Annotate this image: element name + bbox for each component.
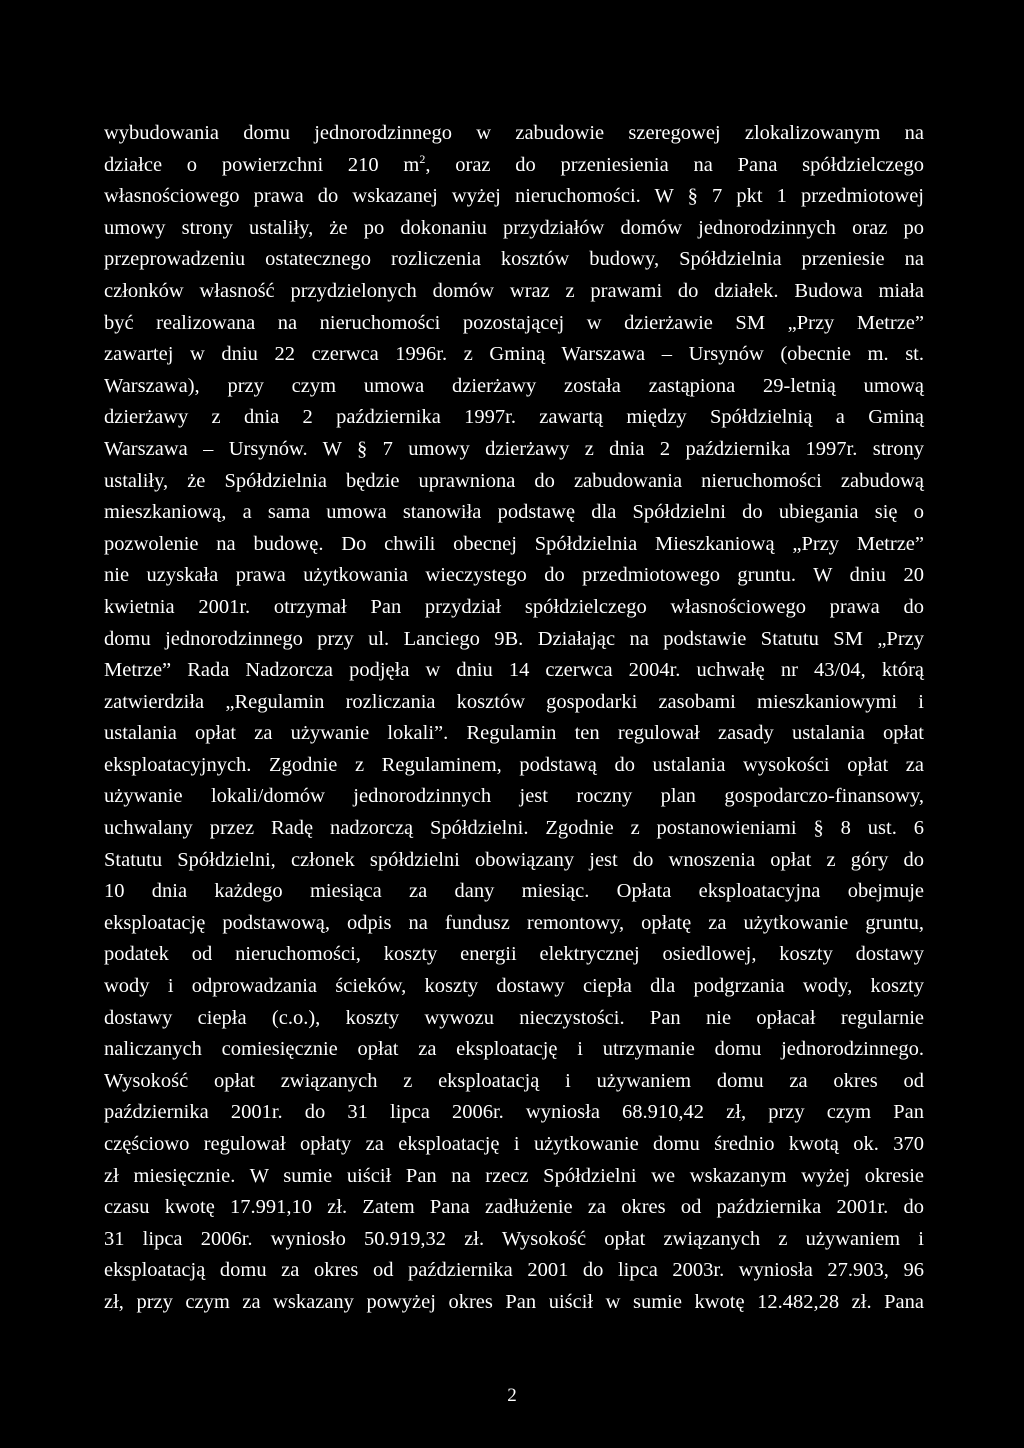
text-line: zł miesięcznie. W sumie uiścił Pan na rzecz Spółdzielni we wskazanym wyżej okresie [104, 1164, 924, 1187]
text-line: wody i odprowadzania ścieków, koszty dostawy ciepła dla podgrzania wody, koszty [104, 975, 924, 998]
text-line: podatek od nieruchomości, koszty energii elektrycznej osiedlowej, koszty dostawy [104, 943, 924, 966]
body-text [104, 118, 924, 1319]
text-line-end: , oraz do przeniesienia na Pana spółdzielczego [425, 153, 924, 176]
text-line: częściowo regulował opłaty za eksploatację i użytkowanie domu średnio kwotą ok. 370 [104, 1133, 924, 1155]
text-line: wybudowania domu jednorodzinnego w zabudowie szeregowej zlokalizowanym na [104, 122, 924, 144]
text-line: ustaliły, że Spółdzielnia będzie uprawniona do zabudowania nieruchomości zabudową [104, 469, 924, 492]
text-line: członków własność przydzielonych domów wraz z prawami do działek. Budowa miała [104, 279, 924, 302]
text-line: nie uzyskała prawa użytkowania wieczystego do przedmiotowego gruntu. W dniu 20 [104, 564, 924, 587]
text-line: dostawy ciepła (c.o.), koszty wywozu nieczystości. Pan nie opłacał regularnie [104, 1006, 924, 1029]
page-number: 2 [507, 1385, 517, 1406]
text-line: zł, przy czym za wskazany powyżej okres Pan uiścił w sumie kwotę 12.482,28 zł. Pana [104, 1290, 924, 1313]
text-line: Wysokość opłat związanych z eksploatacją i używaniem domu za okres od [104, 1069, 924, 1092]
text-line: 10 dnia każdego miesiąca za dany miesiąc. Opłata eksploatacyjna obejmuje [104, 880, 924, 903]
text-line: pozwolenie na budowę. Do chwili obecnej Spółdzielnia Mieszkaniową „Przy Metrze” [104, 532, 924, 555]
text-line: Statutu Spółdzielni, członek spółdzielni obowiązany jest do wnoszenia opłat z góry do [104, 848, 924, 871]
text-line: ustalania opłat za używanie lokali”. Regulamin ten regulował zasady ustalania opłat [104, 722, 924, 745]
text-line [104, 150, 924, 182]
text-line: Warszawa – Ursynów. W § 7 umowy dzierżawy z dnia 2 października 1997r. strony [104, 437, 924, 460]
text-line: przeprowadzeniu ostatecznego rozliczenia kosztów budowy, Spółdzielnia przeniesie na [104, 248, 924, 271]
text-line: eksploatację podstawową, odpis na fundusz remontowy, opłatę za użytkowanie gruntu, [104, 911, 924, 934]
text-line: naliczanych comiesięcznie opłat za eksploatację i utrzymanie domu jednorodzinnego. [104, 1038, 924, 1061]
text-line: października 2001r. do 31 lipca 2006r. wyniosła 68.910,42 zł, przy czym Pan [104, 1101, 924, 1124]
text-line: dzierżawy z dnia 2 października 1997r. zawartą między Spółdzielnią a Gminą [104, 406, 924, 429]
text-line-start: działce o powierzchni 210 m [104, 153, 420, 176]
text-line: czasu kwotę 17.991,10 zł. Zatem Pana zadłużenie za okres od października 2001r. do [104, 1196, 924, 1219]
text-line: kwietnia 2001r. otrzymał Pan przydział spółdzielczego własnościowego prawa do [104, 595, 924, 618]
text-line: eksploatacyjnych. Zgodnie z Regulaminem, podstawą do ustalania wysokości opłat za [104, 753, 924, 776]
text-line: umowy strony ustaliły, że po dokonaniu przydziałów domów jednorodzinnych oraz po [104, 216, 924, 239]
text-line: uchwalany przez Radę nadzorczą Spółdzielni. Zgodnie z postanowieniami § 8 ust. 6 [104, 817, 924, 840]
superscript: 2 [419, 151, 426, 166]
text-line: eksploatacją domu za okres od października 2001 do lipca 2003r. wyniosła 27.903, 96 [104, 1259, 924, 1282]
text-line: Warszawa), przy czym umowa dzierżawy została zastąpiona 29-letnią umową [104, 374, 924, 397]
text-line: Metrze” Rada Nadzorcza podjęła w dniu 14 czerwca 2004r. uchwałę nr 43/04, którą [104, 659, 924, 682]
text-line: domu jednorodzinnego przy ul. Lanciego 9B. Działając na podstawie Statutu SM „Przy [104, 627, 924, 650]
text-line: być realizowana na nieruchomości pozostającej w dzierżawie SM „Przy Metrze” [104, 311, 924, 334]
text-line: własnościowego prawa do wskazanej wyżej nieruchomości. W § 7 pkt 1 przedmiotowej [104, 185, 924, 208]
text-line: zatwierdziła „Regulamin rozliczania kosztów gospodarki zasobami mieszkaniowymi i [104, 690, 924, 713]
text-line: 31 lipca 2006r. wyniosło 50.919,32 zł. Wysokość opłat związanych z używaniem i [104, 1227, 924, 1250]
text-line: używanie lokali/domów jednorodzinnych jest roczny plan gospodarczo-finansowy, [104, 785, 924, 808]
text-line: zawartej w dniu 22 czerwca 1996r. z Gminą Warszawa – Ursynów (obecnie m. st. [104, 343, 924, 366]
text-line: mieszkaniową, a sama umowa stanowiła podstawę dla Spółdzielni do ubiegania się o [104, 501, 924, 524]
